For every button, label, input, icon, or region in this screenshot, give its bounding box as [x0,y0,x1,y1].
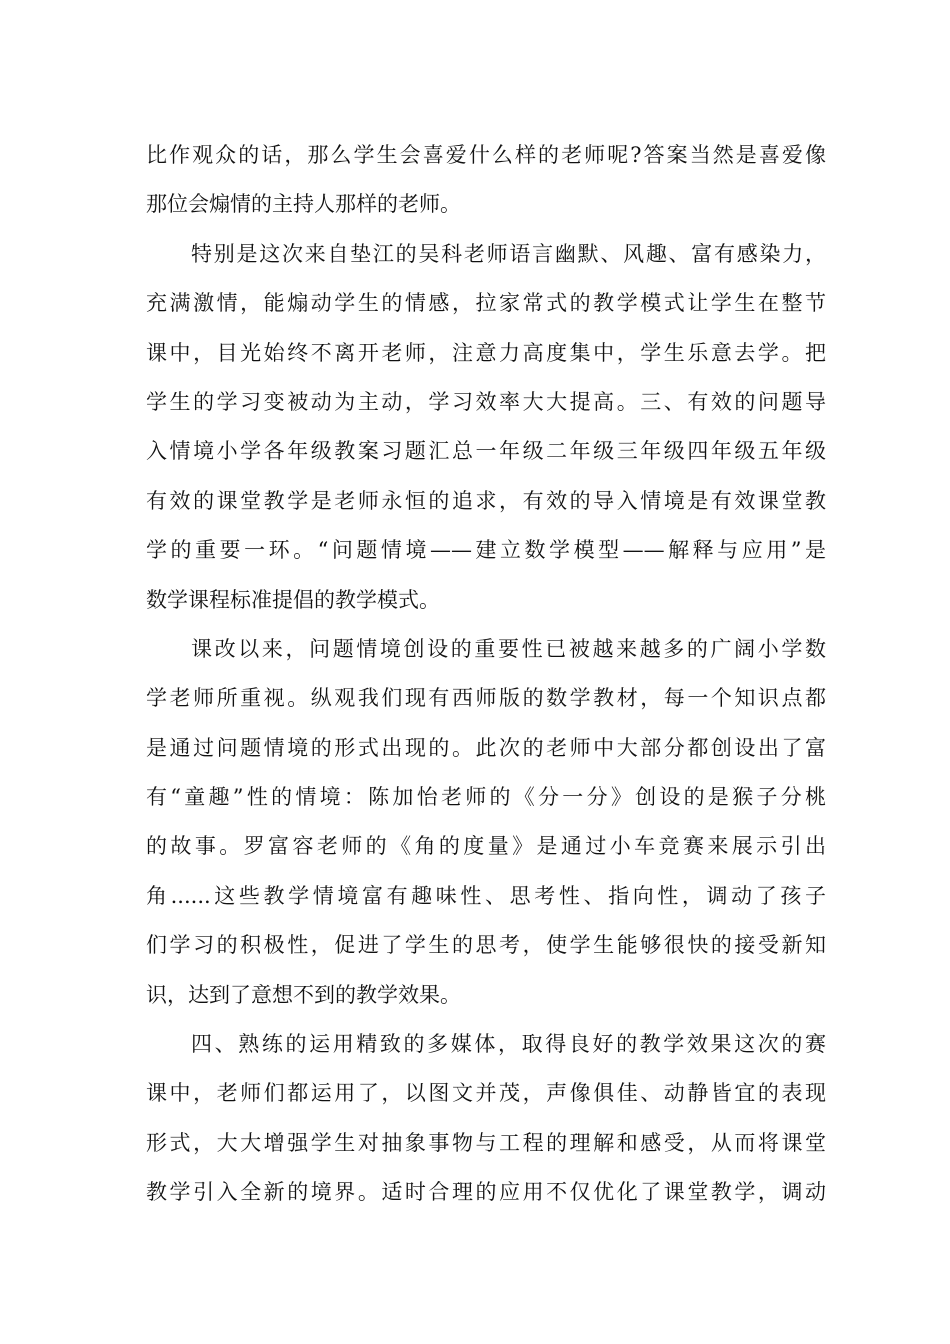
text-line: 学的重要一环。“问题情境——建立数学模型——解释与应用”是 [146,538,826,563]
text-line: 课中，老师们都运用了，以图文并茂，声像俱佳、动静皆宜的表现 [146,1081,826,1106]
text-line: 识，达到了意想不到的教学效果。 [146,982,461,1007]
text-line: 学老师所重视。纵观我们现有西师版的数学教材，每一个知识点都 [146,686,826,711]
text-line: 特别是这次来自垫江的吴科老师语言幽默、风趣、富有感染力， [191,241,826,266]
text-line: 充满激情，能煽动学生的情感，拉家常式的教学模式让学生在整节 [146,291,826,316]
text-line: 课中，目光始终不离开老师，注意力高度集中，学生乐意去学。把 [146,340,826,365]
text-line: 那位会煽情的主持人那样的老师。 [146,192,461,217]
text-line: 教学引入全新的境界。适时合理的应用不仅优化了课堂教学，调动 [146,1180,826,1205]
text-line: 数学课程标准提倡的教学模式。 [146,587,440,612]
text-line: 有效的课堂教学是老师永恒的追求，有效的导入情境是有效课堂教 [146,488,826,513]
text-line: 四、熟练的运用精致的多媒体，取得良好的教学效果这次的赛 [191,1032,826,1057]
text-line: 课改以来，问题情境创设的重要性已被越来越多的广阔小学数 [191,636,826,661]
text-line: 入情境小学各年级教案习题汇总一年级二年级三年级四年级五年级 [146,439,826,464]
text-line: 比作观众的话，那么学生会喜爱什么样的老师呢?答案当然是喜爱像 [146,143,826,167]
text-line: 有“童趣”性的情境：陈加怡老师的《分一分》创设的是猴子分桃 [146,785,826,810]
text-line: 角......这些教学情境富有趣味性、思考性、指向性，调动了孩子 [146,883,826,908]
text-line: 是通过问题情境的形式出现的。此次的老师中大部分都创设出了富 [146,735,826,760]
text-line: 学生的学习变被动为主动，学习效率大大提高。三、有效的问题导 [146,389,826,414]
document-body [146,131,826,1218]
text-line: 形式，大大增强学生对抽象事物与工程的理解和感受，从而将课堂 [146,1130,826,1155]
text-line: 的故事。罗富容老师的《角的度量》是通过小车竞赛来展示引出 [146,834,826,859]
text-line: 们学习的积极性，促进了学生的思考，使学生能够很快的接受新知 [146,933,826,958]
